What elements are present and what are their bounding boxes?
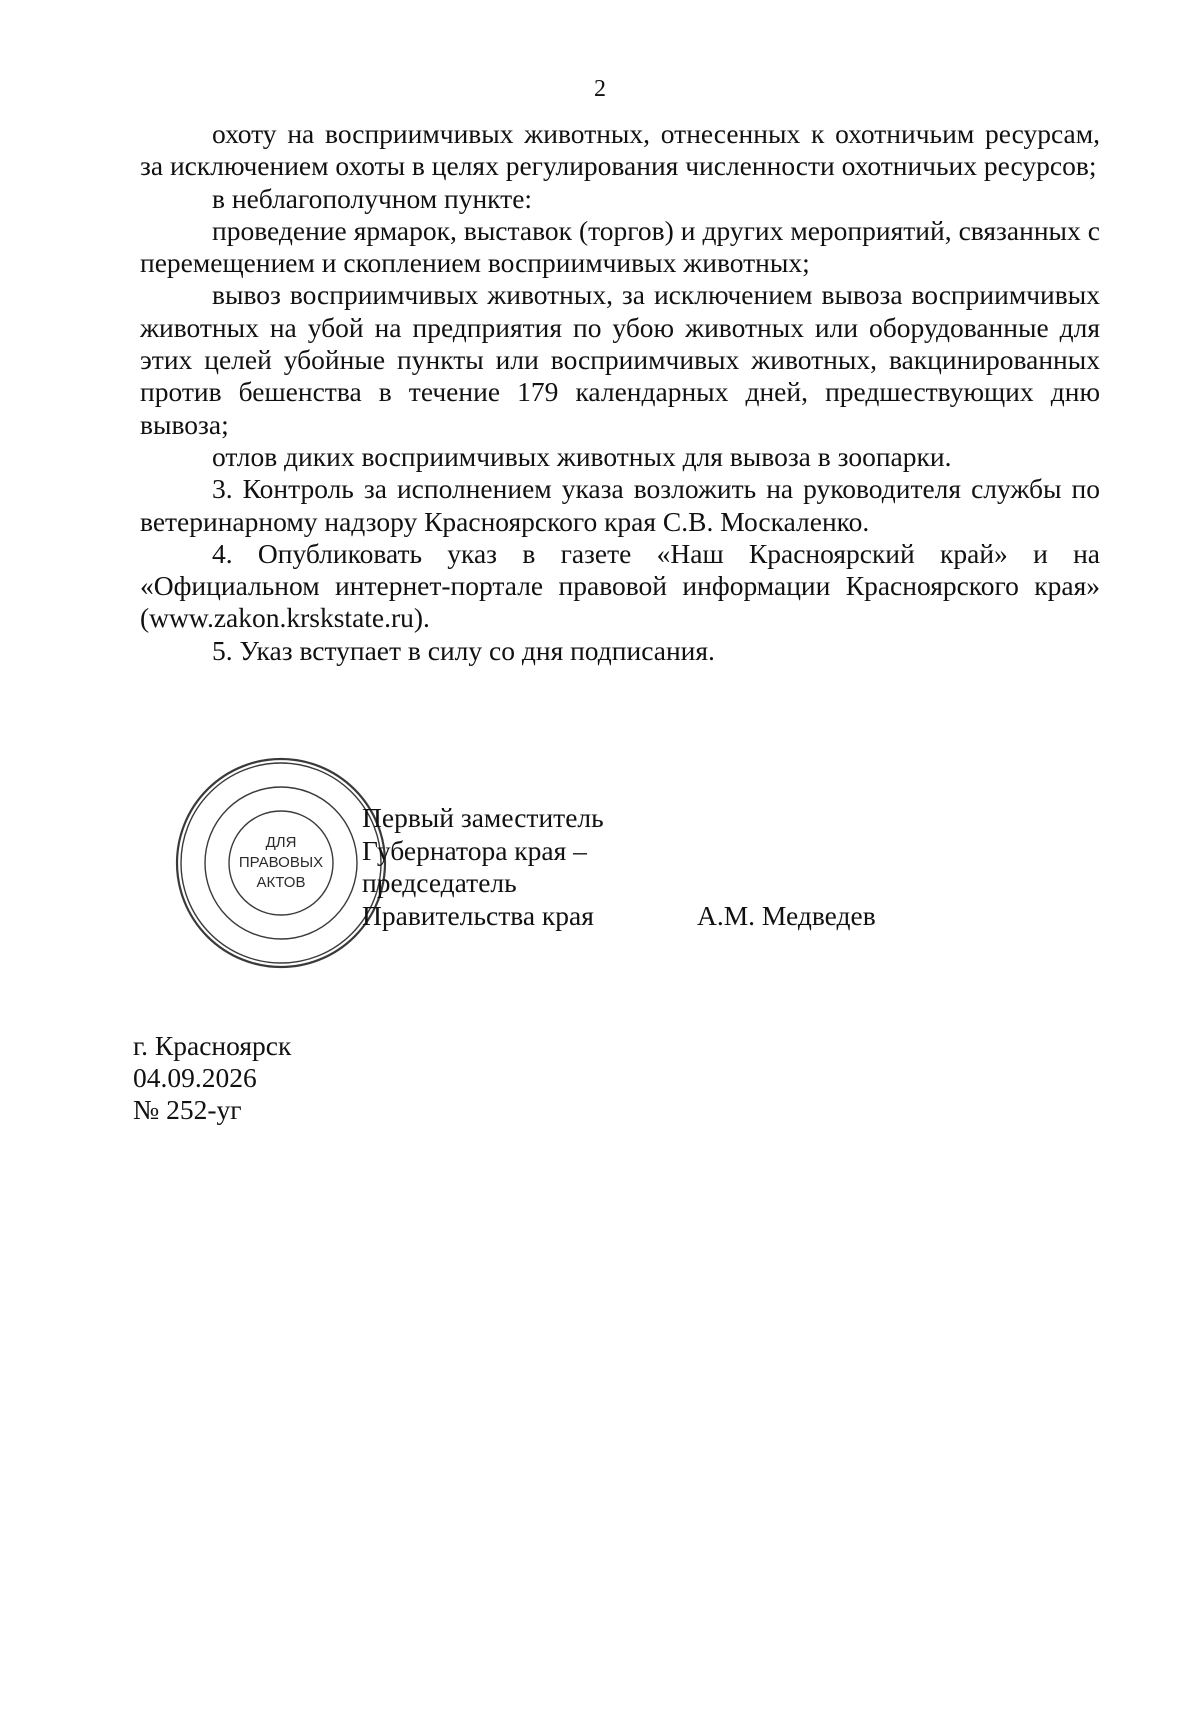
decree-body xyxy=(140,118,1100,667)
paragraph-item-3-control: 3. Контроль за исполнением указа возложить на руководителя службы по ветеринарному надзору Красноярского края С.В. Москаленко. xyxy=(140,473,1100,537)
signatory-title-line-4: Правительства края xyxy=(362,899,594,931)
seal-line-3: АКТОВ xyxy=(256,874,306,891)
document-requisites xyxy=(133,1030,291,1126)
paragraph-item-4-publication: 4. Опубликовать указ в газете «Наш Красноярский край» и на «Официальном интернет-портале правовой информации Красноярского края» (www.zakon.krskstate.ru). xyxy=(140,537,1100,634)
paragraph-hunting-ban: охоту на восприимчивых животных, отнесенных к охотничьим ресурсам, за исключением охоты в целях регулирования численности охотничьих ресурсов; xyxy=(140,118,1100,182)
paragraph-fairs-ban: проведение ярмарок, выставок (торгов) и других мероприятий, связанных с перемещением и скоплением восприимчивых животных; xyxy=(140,214,1100,279)
signatory-title-line-3: председатель xyxy=(362,867,517,898)
signatory-title-line-2: Губернатора края – xyxy=(362,834,587,866)
place-of-signing: г. Красноярск xyxy=(133,1030,292,1061)
signatory-name: А.М. Медведев xyxy=(697,900,876,931)
seal-line-1: ДЛЯ xyxy=(265,834,297,851)
paragraph-capture-ban: отлов диких восприимчивых животных для вывоза в зоопарки. xyxy=(212,440,952,472)
page-number: 2 xyxy=(594,76,606,102)
seal-line-2: ПРАВОВЫХ xyxy=(238,854,324,871)
signatory-title xyxy=(362,802,604,932)
paragraph-export-ban: вывоз восприимчивых животных, за исключением вывоза восприимчивых животных на убой на предприятия по убою животных или оборудованные для этих целей убойные пункты или восприимчивых животных, вакцинированных против бешенства в течение 179 календарных дней, предшествующих дню вывоза; xyxy=(140,279,1100,440)
official-seal xyxy=(175,757,387,969)
document-date: 04.09.2026 xyxy=(133,1062,257,1093)
signatory-title-line-1: Первый заместитель xyxy=(362,802,604,833)
seal-center-text xyxy=(175,757,387,969)
paragraph-infected-area-heading: в неблагополучном пункте: xyxy=(212,182,533,214)
document-number: № 252-уг xyxy=(133,1094,242,1125)
paragraph-item-5-effective: 5. Указ вступает в силу со дня подписания. xyxy=(212,634,715,666)
